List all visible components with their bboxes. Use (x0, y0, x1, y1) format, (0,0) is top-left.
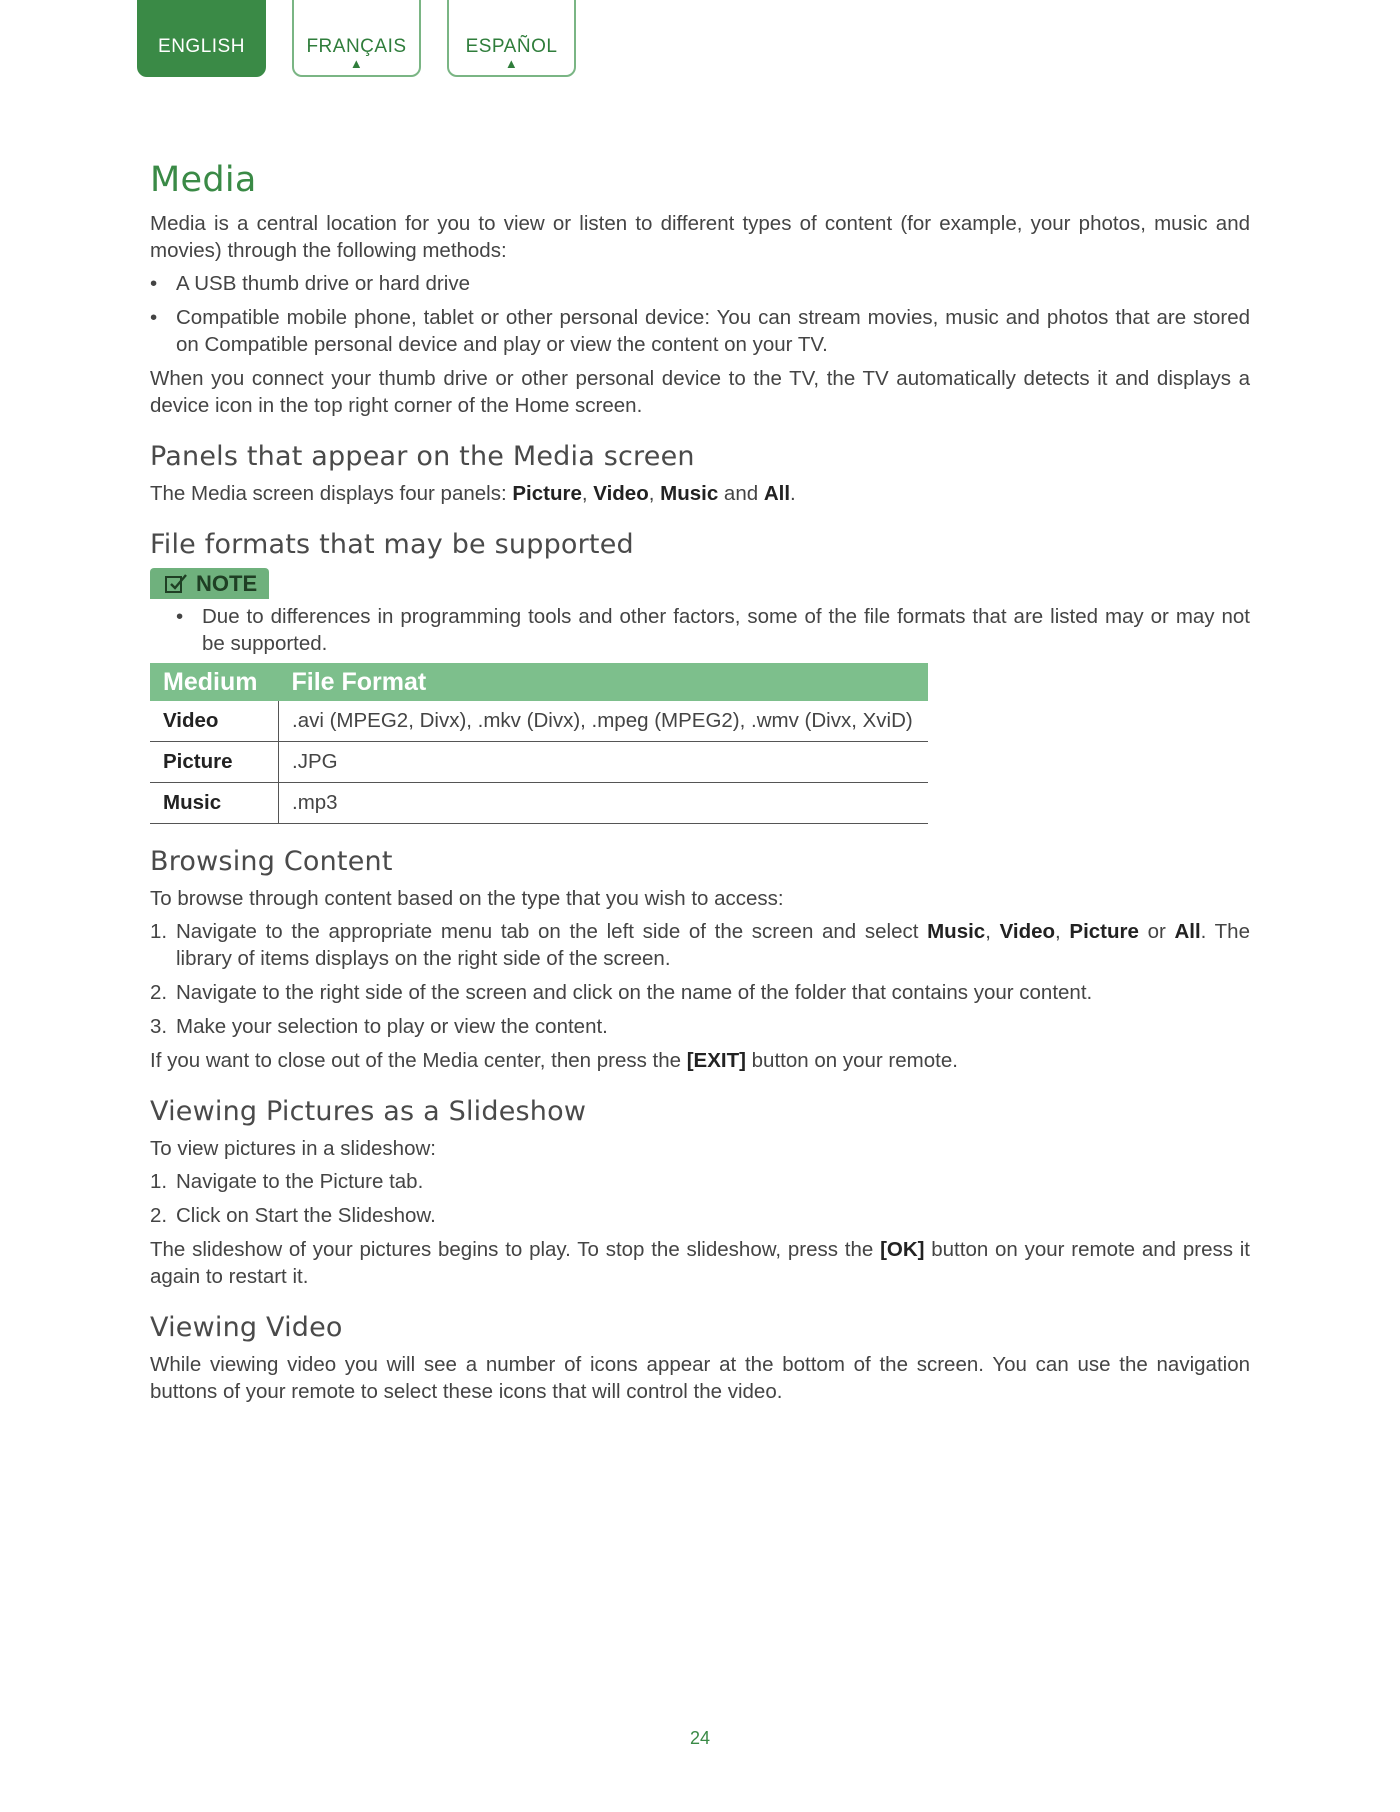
file-format-table (150, 663, 928, 824)
video-heading: Viewing Video (150, 1312, 343, 1343)
list-item-text: Compatible mobile phone, tablet or other personal device: You can stream movies, music and photos that are stored on Compatible personal device and play or view the content on your TV. (176, 306, 1250, 356)
table-row (150, 783, 928, 824)
triangle-up-icon: ▲ (504, 56, 519, 71)
slideshow-lead: The slideshow of your pictures begins to play. To stop the slideshow, press the (150, 1238, 881, 1261)
list-item (150, 918, 1250, 972)
panel-name-video: Video (593, 482, 649, 505)
sep: , (648, 482, 661, 505)
cell-medium: Picture (150, 742, 279, 783)
cell-medium: Video (150, 701, 279, 742)
column-header-medium: Medium (150, 663, 279, 701)
panels-text-lead: The Media screen displays four panels: (150, 482, 513, 505)
panel-name-music: Music (660, 482, 719, 505)
step-text-end: . The library of items displays on the right side of the screen. (176, 920, 1250, 970)
column-header-file-format: File Format (279, 663, 929, 701)
step-number: 1. (150, 1170, 168, 1193)
slideshow-tail: button on your remote and press it again to restart it. (150, 1238, 1250, 1288)
triangle-up-icon: ▲ (349, 56, 364, 71)
tab-english-label: ENGLISH (158, 36, 245, 57)
sep: . (790, 482, 796, 505)
list-item (150, 304, 1250, 358)
formats-heading: File formats that may be supported (150, 529, 634, 560)
step-number: 3. (150, 1015, 168, 1038)
step-number: 2. (150, 1204, 168, 1227)
sep: , (1055, 920, 1070, 943)
cell-format: .avi (MPEG2, Divx), .mkv (Divx), .mpeg (MPEG2), .wmv (Divx, XviD) (279, 701, 929, 742)
browsing-exit-text (150, 1047, 1250, 1074)
tab-francais-label: FRANÇAIS (306, 36, 407, 57)
browsing-steps (150, 918, 1250, 1040)
step-text: Click on Start the Slideshow. (176, 1204, 436, 1227)
tab-name-video: Video (999, 920, 1056, 943)
note-label: NOTE (196, 571, 258, 596)
page-number: 24 (689, 1728, 711, 1748)
step-text: Navigate to the Picture tab. (176, 1170, 424, 1193)
exit-tail: button on your remote. (745, 1049, 958, 1072)
page-content (150, 160, 1250, 1411)
panels-text (150, 480, 1250, 507)
slideshow-heading: Viewing Pictures as a Slideshow (150, 1096, 587, 1127)
tab-francais[interactable] (292, 0, 421, 77)
sep: and (718, 482, 764, 505)
sep: , (581, 482, 594, 505)
bullet-marker: • (150, 272, 158, 295)
list-item (150, 1013, 1250, 1040)
sep: or (1138, 920, 1175, 943)
note-edit-icon (164, 572, 188, 594)
bullet-marker: • (150, 306, 158, 329)
media-methods-list (150, 270, 1250, 358)
table-header-row (150, 663, 928, 701)
exit-lead: If you want to close out of the Media center, then press the (150, 1049, 687, 1072)
tab-espanol[interactable] (447, 0, 576, 77)
exit-key: [EXIT] (686, 1049, 746, 1072)
tab-english[interactable] (137, 0, 266, 77)
tab-name-music: Music (927, 920, 986, 943)
list-item-text: A USB thumb drive or hard drive (176, 272, 470, 295)
sep: , (985, 920, 1000, 943)
step-text: Navigate to the right side of the screen and click on the name of the folder that contains your content. (176, 981, 1093, 1004)
cell-format: .JPG (279, 742, 929, 783)
media-intro: Media is a central location for you to view or listen to different types of content (for example, your photos, music and movies) through the following methods: (150, 212, 1250, 262)
list-item (150, 979, 1250, 1006)
cell-format: .mp3 (279, 783, 929, 824)
slideshow-text (150, 1236, 1250, 1290)
tab-name-picture: Picture (1069, 920, 1139, 943)
tab-name-all: All (1174, 920, 1201, 943)
panel-name-all: All (763, 482, 791, 505)
panel-name-picture: Picture (512, 482, 582, 505)
browsing-heading: Browsing Content (150, 846, 393, 877)
slideshow-intro: To view pictures in a slideshow: (150, 1137, 436, 1160)
tab-espanol-label: ESPAÑOL (465, 36, 558, 57)
note-text: Due to differences in programming tools and other factors, some of the file formats that are listed may or may not be supported. (202, 605, 1250, 655)
slideshow-steps (150, 1168, 1250, 1229)
list-item (150, 603, 1250, 657)
note-badge (150, 568, 269, 599)
browsing-intro: To browse through content based on the type that you wish to access: (150, 887, 784, 910)
page-title: Media (150, 160, 257, 200)
list-item (150, 1168, 1250, 1195)
video-text: While viewing video you will see a number of icons appear at the bottom of the screen. You can use the navigation buttons of your remote to select these icons that will control the video. (150, 1353, 1250, 1403)
step-text: Make your selection to play or view the content. (176, 1015, 608, 1038)
table-row (150, 742, 928, 783)
list-item (150, 1202, 1250, 1229)
ok-key: [OK] (880, 1238, 925, 1261)
cell-medium: Music (150, 783, 279, 824)
step-text: Navigate to the appropriate menu tab on the left side of the screen and select (176, 920, 928, 943)
media-connect-text: When you connect your thumb drive or other personal device to the TV, the TV automatically detects it and displays a device icon in the top right corner of the Home screen. (150, 367, 1250, 417)
table-row (150, 701, 928, 742)
panels-heading: Panels that appear on the Media screen (150, 441, 695, 472)
step-number: 2. (150, 981, 168, 1004)
note-list (150, 603, 1250, 657)
step-number: 1. (150, 920, 168, 943)
list-item (150, 270, 1250, 297)
bullet-marker: • (176, 605, 184, 628)
